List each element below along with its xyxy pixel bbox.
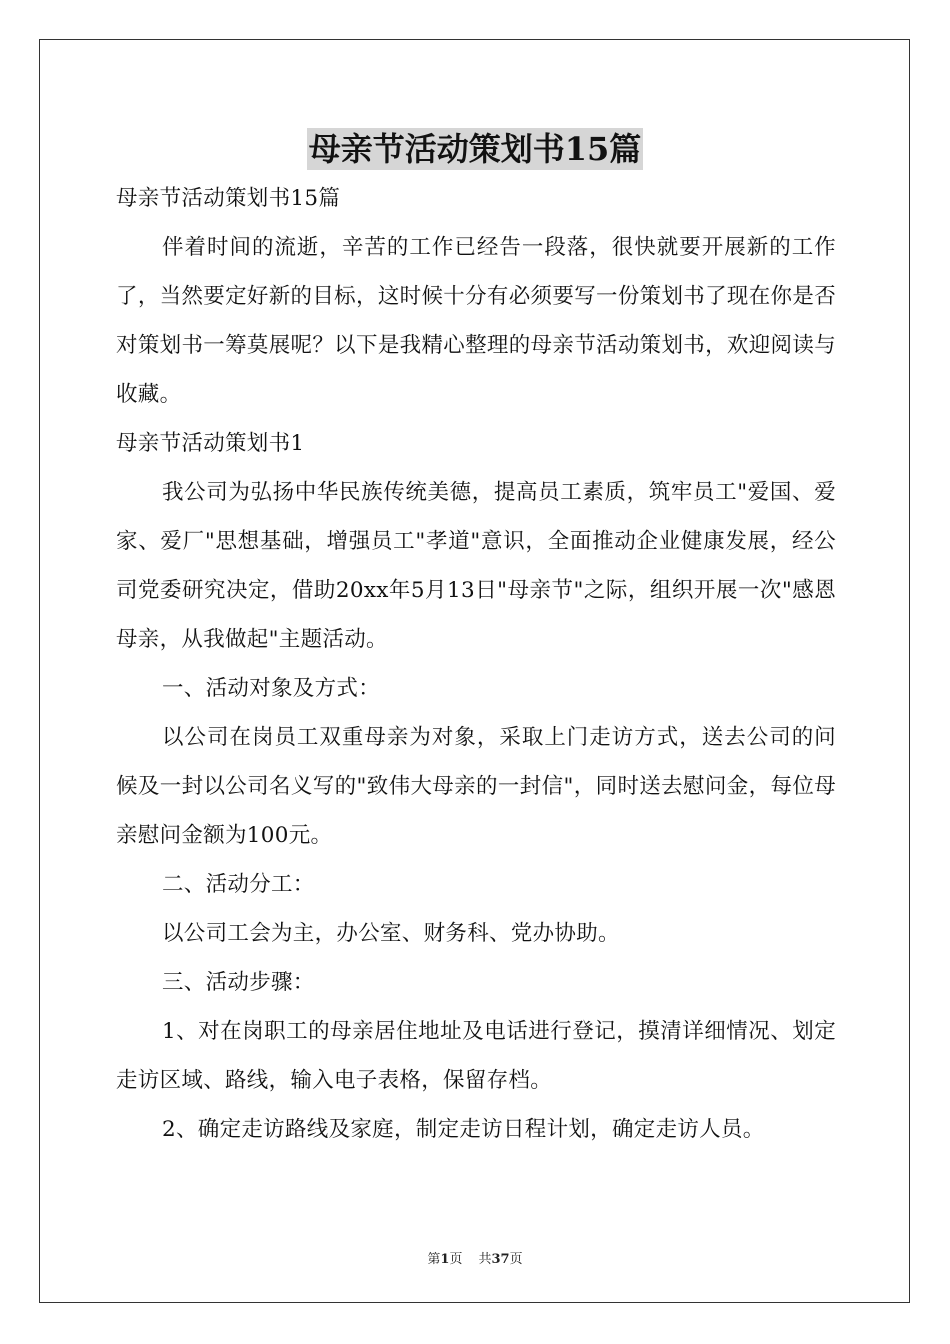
paragraph-7: 以公司工会为主，办公室、财务科、党办协助。	[162, 921, 620, 946]
total-suffix: 页	[509, 1252, 523, 1267]
paragraph-6: 二、活动分工：	[162, 872, 315, 897]
document-title: 母亲节活动策划书15篇	[308, 130, 642, 168]
paragraph-8: 三、活动步骤：	[162, 970, 315, 995]
paragraph-0: 母亲节活动策划书15篇	[116, 186, 341, 211]
paragraph-5: 以公司在岗员工双重母亲为对象，采取上门走访方式，送去公司的问候及一封以公司名义写的"致伟大母亲的一封信"，同时送去慰问金，每位母亲慰问金额为100元。	[116, 725, 836, 848]
page-number: 1	[440, 1252, 450, 1267]
page-prefix: 第	[427, 1252, 441, 1267]
title-wrap	[0, 128, 950, 170]
paragraph-3: 我公司为弘扬中华民族传统美德，提高员工素质，筑牢员工"爱国、爱家、爱厂"思想基础，增强员工"孝道"意识，全面推动企业健康发展，经公司党委研究决定，借助20xx年5月13日"母亲节"之际，组织开展一次"感恩母亲，从我做起"主题活动。	[116, 480, 836, 652]
document-body	[116, 174, 836, 1154]
paragraph-9: 1、对在岗职工的母亲居住地址及电话进行登记，摸清详细情况、划定走访区域、路线，输入电子表格，保留存档。	[116, 1019, 836, 1093]
total-prefix: 共	[478, 1252, 492, 1267]
page-suffix: 页	[449, 1252, 463, 1267]
paragraph-10: 2、确定走访路线及家庭，制定走访日程计划，确定走访人员。	[162, 1117, 765, 1142]
paragraph-2: 母亲节活动策划书1	[116, 431, 305, 456]
paragraph-1: 伴着时间的流逝，辛苦的工作已经告一段落，很快就要开展新的工作了，当然要定好新的目标，这时候十分有必须要写一份策划书了现在你是否对策划书一筹莫展呢？以下是我精心整理的母亲节活动策划书，欢迎阅读与收藏。	[116, 235, 836, 407]
paragraph-4: 一、活动对象及方式：	[162, 676, 381, 701]
page-footer	[0, 1248, 950, 1267]
total-pages: 37	[491, 1252, 510, 1267]
